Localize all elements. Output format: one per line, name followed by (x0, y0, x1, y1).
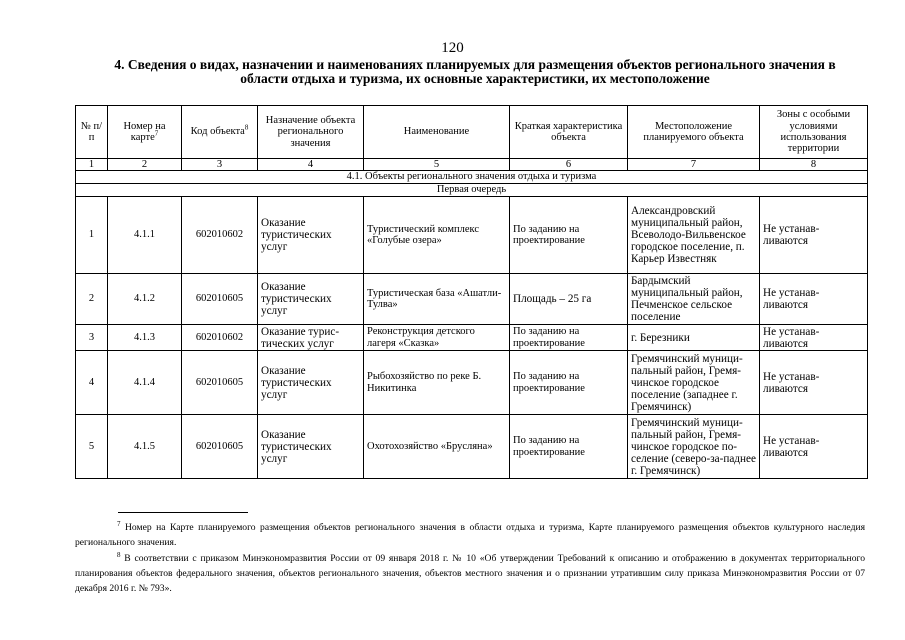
footnote-separator (118, 512, 248, 513)
page-number: 120 (441, 40, 464, 56)
section-row (76, 171, 868, 184)
table-row (76, 274, 868, 325)
cell-name: Туристический комплекс «Голубые озера» (364, 197, 510, 274)
cell-purpose: Оказание турис-тических услуг (258, 325, 364, 351)
cell-num: 1 (76, 197, 108, 274)
cell-num: 2 (76, 274, 108, 325)
section-title: 4.1. Объекты регионального значения отдыха и туризма (76, 171, 868, 184)
header-map-num: Номер на карте$^7$ (108, 106, 182, 159)
document-title: 4. Сведения о видах, назначении и наименованиях планируемых для размещения объектов регионального значения в области отдыха и туризма, их основные характеристики, их местоположение (114, 57, 836, 86)
table-row (76, 351, 868, 415)
cell-map: 4.1.2 (108, 274, 182, 325)
cell-brief: По заданию на проектирование (510, 325, 628, 351)
cell-name: Реконструкция детского лагеря «Сказка» (364, 325, 510, 351)
cell-location: Гремячинский муници-пальный район, Гремя-чинское городское поселение (западнее г. Гремячинск) (628, 351, 760, 415)
cell-brief: Площадь – 25 га (510, 274, 628, 325)
cell-purpose: Оказание туристических услуг (258, 415, 364, 479)
column-number: 6 (510, 159, 628, 171)
footnote-8: $^8$ В соответствии с приказом Минэкономразвития России от 09 января 2018 г. № 10 «Об утверждении Требований к описанию и отображению в документах территориального планирования объектов федерального значения, объектов регионального значения, объектов местного значения и о признании утратившим силу приказа Минэкономразвития России от 07 декабря 2016 г. № 793». (75, 550, 865, 594)
column-numbers-row (76, 159, 868, 171)
cell-zones: Не устанав-ливаются (760, 325, 868, 351)
cell-brief: По заданию на проектирование (510, 351, 628, 415)
column-number: 2 (108, 159, 182, 171)
cell-purpose: Оказание туристических услуг (258, 197, 364, 274)
cell-brief: По заданию на проектирование (510, 197, 628, 274)
header-num: № п/п (76, 106, 108, 159)
column-number: 4 (258, 159, 364, 171)
footnotes (75, 520, 865, 597)
header-location: Местоположение планируемого объекта (628, 106, 760, 159)
cell-map: 4.1.5 (108, 415, 182, 479)
cell-code: 602010605 (182, 274, 258, 325)
cell-purpose: Оказание туристических услуг (258, 274, 364, 325)
cell-purpose: Оказание туристических услуг (258, 351, 364, 415)
cell-zones: Не устанав-ливаются (760, 274, 868, 325)
header-zones: Зоны с особыми условиями использования территории (760, 106, 868, 159)
cell-code: 602010602 (182, 325, 258, 351)
footnote-7: $^7$ Номер на Карте планируемого размещения объектов регионального значения в области отдыха и туризма, Карте планируемого размещения объектов культурного наследия регионального значения. (75, 519, 865, 548)
cell-zones: Не устанав-ливаются (760, 351, 868, 415)
header-brief: Краткая характеристика объекта (510, 106, 628, 159)
header-name: Наименование (364, 106, 510, 159)
table-row (76, 197, 868, 274)
table-row (76, 325, 868, 351)
header-code: Код объекта$^8$ (182, 106, 258, 159)
cell-zones: Не устанав-ливаются (760, 415, 868, 479)
table-header-row (76, 106, 868, 159)
table-row (76, 415, 868, 479)
cell-zones: Не устанав-ливаются (760, 197, 868, 274)
queue-row (76, 184, 868, 197)
cell-code: 602010605 (182, 415, 258, 479)
cell-code: 602010605 (182, 351, 258, 415)
cell-code: 602010602 (182, 197, 258, 274)
header-purpose: Назначение объекта регионального значения (258, 106, 364, 159)
cell-location: Александровский муниципальный район, Всеволодо-Вильвенское городское поселение, п. Карьер Известняк (628, 197, 760, 274)
cell-name: Рыбохозяйство по реке Б. Никитинка (364, 351, 510, 415)
cell-num: 4 (76, 351, 108, 415)
cell-brief: По заданию на проектирование (510, 415, 628, 479)
queue-title: Первая очередь (76, 184, 868, 197)
column-number: 8 (760, 159, 868, 171)
cell-num: 5 (76, 415, 108, 479)
cell-location: Бардымский муниципальный район, Печменское сельское поселение (628, 274, 760, 325)
objects-table (75, 105, 868, 479)
cell-num: 3 (76, 325, 108, 351)
cell-name: Туристическая база «Ашатли-Тулва» (364, 274, 510, 325)
cell-map: 4.1.4 (108, 351, 182, 415)
cell-name: Охотохозяйство «Бруcляна» (364, 415, 510, 479)
column-number: 7 (628, 159, 760, 171)
cell-location: г. Березники (628, 325, 760, 351)
column-number: 3 (182, 159, 258, 171)
cell-location: Гремячинский муници-пальный район, Гремя-чинское городское по-селение (северо-за-паднее г. Гремячинск) (628, 415, 760, 479)
column-number: 1 (76, 159, 108, 171)
cell-map: 4.1.1 (108, 197, 182, 274)
cell-map: 4.1.3 (108, 325, 182, 351)
column-number: 5 (364, 159, 510, 171)
